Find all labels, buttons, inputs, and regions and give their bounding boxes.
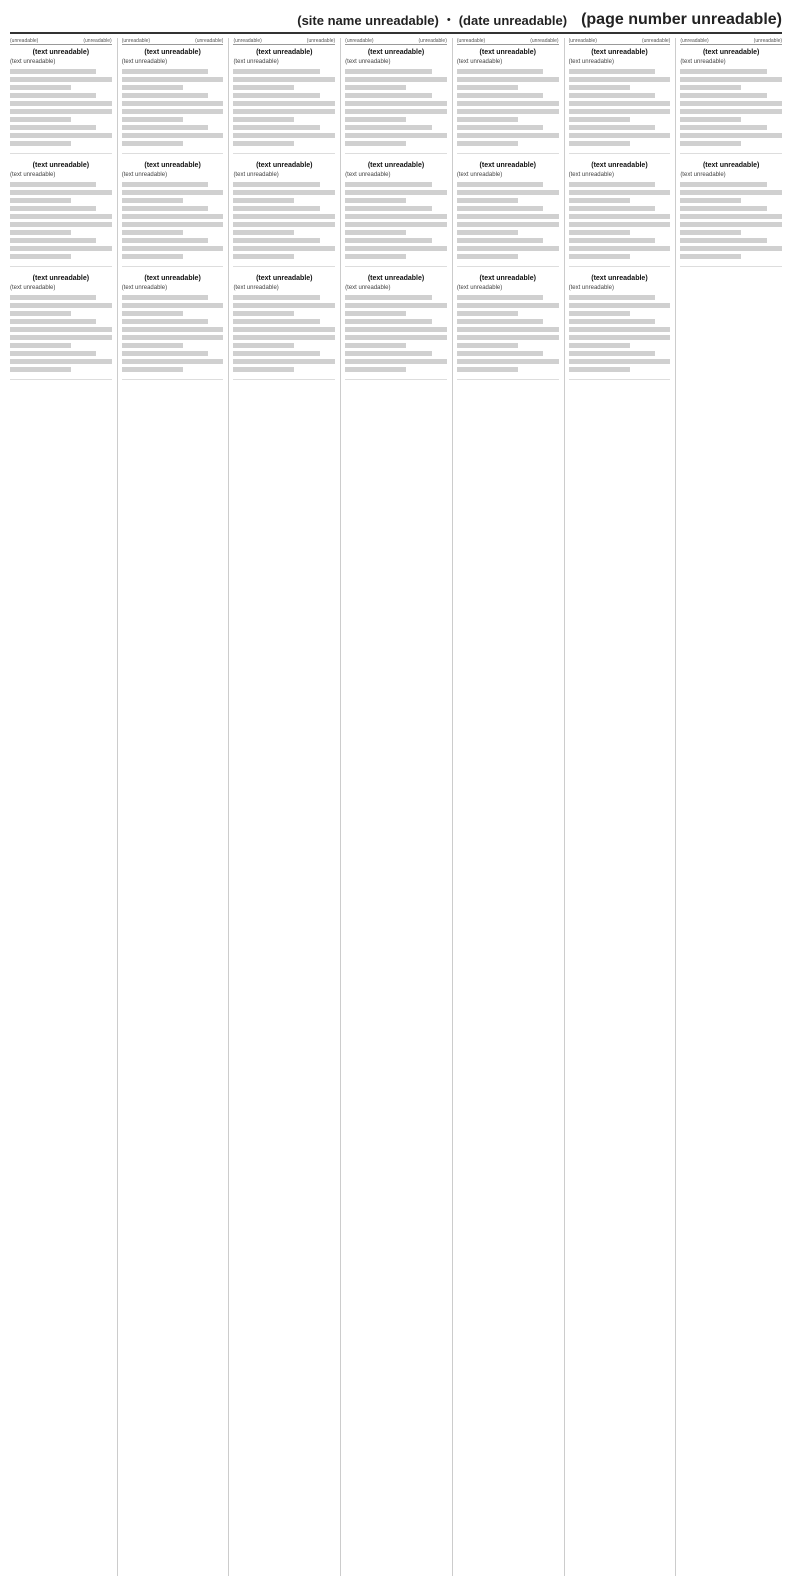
text-line-placeholder (457, 214, 559, 219)
text-line-placeholder (457, 101, 559, 106)
text-line-placeholder (122, 303, 224, 308)
text-line-placeholder (569, 198, 630, 203)
site-name: (site name unreadable) (297, 12, 439, 28)
column-heading: (unreadable) (753, 38, 783, 44)
notice-title: (text unreadable) (144, 275, 201, 282)
text-line-placeholder (345, 359, 447, 364)
text-line-placeholder (680, 85, 741, 90)
notice-body: (text unreadable) (456, 59, 503, 65)
text-line-placeholder (345, 93, 431, 98)
text-line-placeholder (457, 190, 559, 195)
notice-title: (text unreadable) (256, 162, 313, 169)
text-line-placeholder (457, 125, 543, 130)
notice-title: (text unreadable) (591, 275, 648, 282)
text-line-placeholder (345, 343, 406, 348)
text-line-placeholder (122, 367, 183, 372)
text-line-placeholder (569, 319, 655, 324)
text-line-placeholder (233, 238, 319, 243)
text-line-placeholder (233, 141, 294, 146)
text-line-placeholder (233, 214, 335, 219)
text-line-placeholder (10, 125, 96, 130)
legal-notice (457, 275, 559, 380)
notice-title: (text unreadable) (591, 162, 648, 169)
text-line-placeholder (680, 206, 766, 211)
text-line-placeholder (345, 206, 431, 211)
notice-body: (text unreadable) (233, 172, 279, 178)
column-heading: (unreadable) (83, 38, 112, 44)
notice-column (340, 38, 447, 1576)
column-heading: (unreadable) (418, 38, 447, 44)
text-line-placeholder (122, 311, 183, 316)
text-line-placeholder (233, 125, 319, 130)
notice-title: (text unreadable) (144, 162, 201, 169)
text-line-placeholder (233, 222, 335, 227)
text-line-placeholder (680, 238, 766, 243)
column-heading: (unreadable) (641, 38, 671, 44)
notice-body: (text unreadable) (568, 285, 614, 291)
column-code: (unreadable) (10, 38, 39, 44)
column-header (345, 38, 447, 45)
text-line-placeholder (345, 238, 431, 243)
text-line-placeholder (569, 311, 630, 316)
notice-body: (text unreadable) (233, 59, 279, 65)
text-line-placeholder (457, 182, 543, 187)
text-line-placeholder (233, 359, 335, 364)
text-line-placeholder (122, 69, 208, 74)
text-line-placeholder (345, 222, 447, 227)
text-line-placeholder (457, 117, 518, 122)
text-line-placeholder (10, 117, 71, 122)
text-line-placeholder (457, 222, 559, 227)
column-heading: (unreadable) (306, 38, 336, 44)
text-line-placeholder (233, 351, 319, 356)
text-line-placeholder (457, 109, 559, 114)
notice-title: (text unreadable) (367, 49, 425, 56)
text-line-placeholder (345, 367, 406, 372)
text-line-placeholder (10, 190, 112, 195)
text-line-placeholder (569, 85, 630, 90)
text-line-placeholder (233, 93, 319, 98)
notice-title: (text unreadable) (591, 49, 648, 56)
text-line-placeholder (569, 141, 630, 146)
notice-body: (text unreadable) (345, 285, 391, 291)
notice-title: (text unreadable) (479, 275, 536, 282)
text-line-placeholder (457, 141, 518, 146)
notice-title: (text unreadable) (32, 49, 90, 56)
text-line-placeholder (10, 230, 71, 235)
text-line-placeholder (122, 230, 183, 235)
notice-title: (text unreadable) (32, 275, 90, 282)
text-line-placeholder (10, 101, 112, 106)
text-line-placeholder (680, 246, 782, 251)
text-line-placeholder (122, 254, 183, 259)
text-line-placeholder (680, 93, 766, 98)
notice-body: (text unreadable) (456, 172, 503, 178)
text-line-placeholder (345, 246, 447, 251)
text-line-placeholder (345, 69, 431, 74)
page-number: (page number unreadable) (581, 11, 782, 28)
legal-notice (122, 49, 224, 154)
text-line-placeholder (680, 77, 782, 82)
text-line-placeholder (457, 343, 518, 348)
text-line-placeholder (680, 198, 741, 203)
legal-notice (122, 162, 224, 267)
text-line-placeholder (457, 351, 543, 356)
text-line-placeholder (10, 327, 112, 332)
text-line-placeholder (122, 335, 224, 340)
text-line-placeholder (233, 85, 294, 90)
text-line-placeholder (10, 238, 96, 243)
text-line-placeholder (233, 101, 335, 106)
text-line-placeholder (345, 101, 447, 106)
text-line-placeholder (10, 109, 112, 114)
legal-notice (345, 275, 447, 380)
text-line-placeholder (10, 214, 112, 219)
text-line-placeholder (122, 327, 224, 332)
text-line-placeholder (680, 125, 766, 130)
column-header (569, 38, 671, 45)
text-line-placeholder (457, 246, 559, 251)
text-line-placeholder (457, 303, 559, 308)
text-line-placeholder (680, 69, 766, 74)
text-line-placeholder (569, 222, 671, 227)
text-line-placeholder (680, 101, 782, 106)
text-line-placeholder (345, 198, 406, 203)
text-line-placeholder (233, 343, 294, 348)
text-line-placeholder (233, 198, 294, 203)
notice-body: (text unreadable) (121, 172, 168, 178)
text-line-placeholder (122, 93, 208, 98)
text-line-placeholder (122, 101, 224, 106)
text-line-placeholder (680, 133, 782, 138)
notice-column (675, 38, 782, 1576)
text-line-placeholder (10, 85, 71, 90)
text-line-placeholder (345, 254, 406, 259)
text-line-placeholder (122, 109, 224, 114)
text-line-placeholder (122, 238, 208, 243)
notice-body: (text unreadable) (345, 172, 391, 178)
text-line-placeholder (233, 254, 294, 259)
text-line-placeholder (10, 93, 96, 98)
text-line-placeholder (10, 222, 112, 227)
notice-title: (text unreadable) (367, 162, 425, 169)
text-line-placeholder (10, 198, 71, 203)
notice-column (564, 38, 671, 1576)
text-line-placeholder (122, 182, 208, 187)
text-line-placeholder (10, 335, 112, 340)
text-line-placeholder (233, 327, 335, 332)
legal-notice (233, 162, 335, 267)
column-header (457, 38, 559, 45)
text-line-placeholder (680, 182, 766, 187)
text-line-placeholder (569, 109, 671, 114)
text-line-placeholder (345, 85, 406, 90)
text-line-placeholder (122, 343, 183, 348)
text-line-placeholder (569, 125, 655, 130)
text-line-placeholder (457, 77, 559, 82)
text-line-placeholder (569, 327, 671, 332)
text-line-placeholder (457, 93, 543, 98)
text-line-placeholder (457, 359, 559, 364)
text-line-placeholder (233, 246, 335, 251)
text-line-placeholder (233, 133, 335, 138)
text-line-placeholder (233, 190, 335, 195)
text-line-placeholder (680, 141, 741, 146)
text-line-placeholder (457, 295, 543, 300)
text-line-placeholder (233, 77, 335, 82)
text-line-placeholder (122, 222, 224, 227)
text-line-placeholder (233, 117, 294, 122)
text-line-placeholder (569, 230, 630, 235)
masthead (10, 8, 782, 34)
legal-notice (680, 162, 782, 267)
text-line-placeholder (569, 335, 671, 340)
text-line-placeholder (10, 303, 112, 308)
text-line-placeholder (569, 246, 671, 251)
legal-notice (233, 275, 335, 380)
notice-body: (text unreadable) (345, 59, 391, 65)
text-line-placeholder (10, 311, 71, 316)
text-line-placeholder (569, 343, 630, 348)
text-line-placeholder (569, 117, 630, 122)
text-line-placeholder (345, 214, 447, 219)
text-line-placeholder (569, 77, 671, 82)
text-line-placeholder (10, 367, 71, 372)
text-line-placeholder (122, 133, 224, 138)
text-line-placeholder (233, 206, 319, 211)
legal-notice (569, 162, 671, 267)
notice-title: (text unreadable) (367, 275, 425, 282)
text-line-placeholder (569, 367, 630, 372)
text-line-placeholder (680, 254, 741, 259)
text-line-placeholder (10, 359, 112, 364)
text-line-placeholder (680, 117, 741, 122)
text-line-placeholder (233, 295, 319, 300)
column-header (10, 38, 112, 45)
notice-body: (text unreadable) (233, 285, 279, 291)
text-line-placeholder (345, 303, 447, 308)
text-line-placeholder (345, 109, 447, 114)
text-line-placeholder (457, 311, 518, 316)
text-line-placeholder (122, 319, 208, 324)
text-line-placeholder (233, 69, 319, 74)
issue-date: (date unreadable) (458, 12, 568, 28)
text-line-placeholder (345, 125, 431, 130)
text-line-placeholder (345, 141, 406, 146)
column-code: (unreadable) (233, 38, 262, 44)
text-line-placeholder (457, 254, 518, 259)
legal-notice (345, 162, 447, 267)
text-line-placeholder (345, 190, 447, 195)
text-line-placeholder (569, 351, 655, 356)
text-line-placeholder (10, 319, 96, 324)
notice-column (452, 38, 559, 1576)
text-line-placeholder (233, 311, 294, 316)
text-line-placeholder (122, 246, 224, 251)
text-line-placeholder (569, 133, 671, 138)
text-line-placeholder (345, 182, 431, 187)
text-line-placeholder (345, 230, 406, 235)
text-line-placeholder (569, 190, 671, 195)
column-code: (unreadable) (121, 38, 151, 44)
notice-body: (text unreadable) (10, 172, 56, 178)
text-line-placeholder (680, 190, 782, 195)
text-line-placeholder (569, 206, 655, 211)
column-code: (unreadable) (680, 38, 709, 44)
text-line-placeholder (680, 214, 782, 219)
text-line-placeholder (569, 69, 655, 74)
text-line-placeholder (122, 351, 208, 356)
text-line-placeholder (457, 230, 518, 235)
text-line-placeholder (457, 133, 559, 138)
text-line-placeholder (457, 238, 543, 243)
legal-notice (10, 162, 112, 267)
notice-column (10, 38, 112, 1576)
text-line-placeholder (122, 198, 183, 203)
text-line-placeholder (122, 206, 208, 211)
text-line-placeholder (10, 141, 71, 146)
notice-title: (text unreadable) (32, 162, 90, 169)
text-line-placeholder (10, 351, 96, 356)
column-heading: (unreadable) (530, 38, 559, 44)
text-line-placeholder (345, 133, 447, 138)
text-line-placeholder (122, 125, 208, 130)
text-line-placeholder (233, 230, 294, 235)
text-line-placeholder (457, 198, 518, 203)
legal-notice (10, 49, 112, 154)
legal-notice (10, 275, 112, 380)
text-line-placeholder (233, 367, 294, 372)
column-code: (unreadable) (456, 38, 486, 44)
text-line-placeholder (457, 85, 518, 90)
text-line-placeholder (457, 69, 543, 74)
notice-title: (text unreadable) (702, 49, 760, 56)
notice-body: (text unreadable) (680, 172, 726, 178)
text-line-placeholder (345, 77, 447, 82)
text-line-placeholder (457, 319, 543, 324)
text-line-placeholder (122, 295, 208, 300)
text-line-placeholder (10, 182, 96, 187)
legal-notice (680, 49, 782, 154)
text-line-placeholder (10, 69, 96, 74)
notice-column (117, 38, 224, 1576)
text-line-placeholder (10, 254, 71, 259)
text-line-placeholder (122, 359, 224, 364)
text-line-placeholder (10, 133, 112, 138)
text-line-placeholder (457, 206, 543, 211)
text-line-placeholder (569, 214, 671, 219)
notice-columns (10, 38, 782, 1576)
notice-body: (text unreadable) (456, 285, 503, 291)
legal-notice (569, 49, 671, 154)
notice-body: (text unreadable) (680, 59, 726, 65)
text-line-placeholder (122, 190, 224, 195)
notice-body: (text unreadable) (121, 285, 168, 291)
text-line-placeholder (10, 206, 96, 211)
notice-body: (text unreadable) (10, 285, 56, 291)
legal-notice (233, 49, 335, 154)
text-line-placeholder (10, 343, 71, 348)
text-line-placeholder (122, 141, 183, 146)
text-line-placeholder (680, 230, 741, 235)
text-line-placeholder (569, 254, 630, 259)
text-line-placeholder (345, 319, 431, 324)
text-line-placeholder (569, 93, 655, 98)
text-line-placeholder (345, 327, 447, 332)
column-code: (unreadable) (568, 38, 597, 44)
text-line-placeholder (122, 85, 183, 90)
text-line-placeholder (457, 327, 559, 332)
notice-title: (text unreadable) (479, 49, 536, 56)
text-line-placeholder (569, 359, 671, 364)
legal-notice (457, 49, 559, 154)
text-line-placeholder (233, 335, 335, 340)
text-line-placeholder (233, 319, 319, 324)
text-line-placeholder (569, 101, 671, 106)
text-line-placeholder (680, 109, 782, 114)
text-line-placeholder (345, 335, 447, 340)
text-line-placeholder (345, 311, 406, 316)
text-line-placeholder (569, 182, 655, 187)
text-line-placeholder (10, 295, 96, 300)
text-line-placeholder (10, 77, 112, 82)
masthead-separator: • (446, 14, 451, 26)
text-line-placeholder (345, 295, 431, 300)
text-line-placeholder (569, 295, 655, 300)
notice-body: (text unreadable) (10, 59, 56, 65)
legal-notice (457, 162, 559, 267)
text-line-placeholder (345, 351, 431, 356)
legal-notice (569, 275, 671, 380)
text-line-placeholder (122, 214, 224, 219)
text-line-placeholder (457, 367, 518, 372)
text-line-placeholder (680, 222, 782, 227)
text-line-placeholder (345, 117, 406, 122)
notice-body: (text unreadable) (121, 59, 168, 65)
text-line-placeholder (233, 182, 319, 187)
column-header (680, 38, 782, 45)
legal-notice (122, 275, 224, 380)
text-line-placeholder (569, 303, 671, 308)
notice-title: (text unreadable) (702, 162, 760, 169)
notice-title: (text unreadable) (479, 162, 536, 169)
notice-title: (text unreadable) (144, 49, 201, 56)
column-header (233, 38, 335, 45)
text-line-placeholder (122, 117, 183, 122)
text-line-placeholder (10, 246, 112, 251)
text-line-placeholder (233, 303, 335, 308)
column-heading: (unreadable) (195, 38, 224, 44)
notice-column (228, 38, 335, 1576)
notice-title: (text unreadable) (256, 49, 313, 56)
text-line-placeholder (569, 238, 655, 243)
text-line-placeholder (233, 109, 335, 114)
text-line-placeholder (457, 335, 559, 340)
notice-body: (text unreadable) (568, 172, 614, 178)
column-header (122, 38, 224, 45)
column-code: (unreadable) (345, 38, 374, 44)
text-line-placeholder (122, 77, 224, 82)
notice-body: (text unreadable) (568, 59, 614, 65)
notice-title: (text unreadable) (256, 275, 313, 282)
legal-notice (345, 49, 447, 154)
